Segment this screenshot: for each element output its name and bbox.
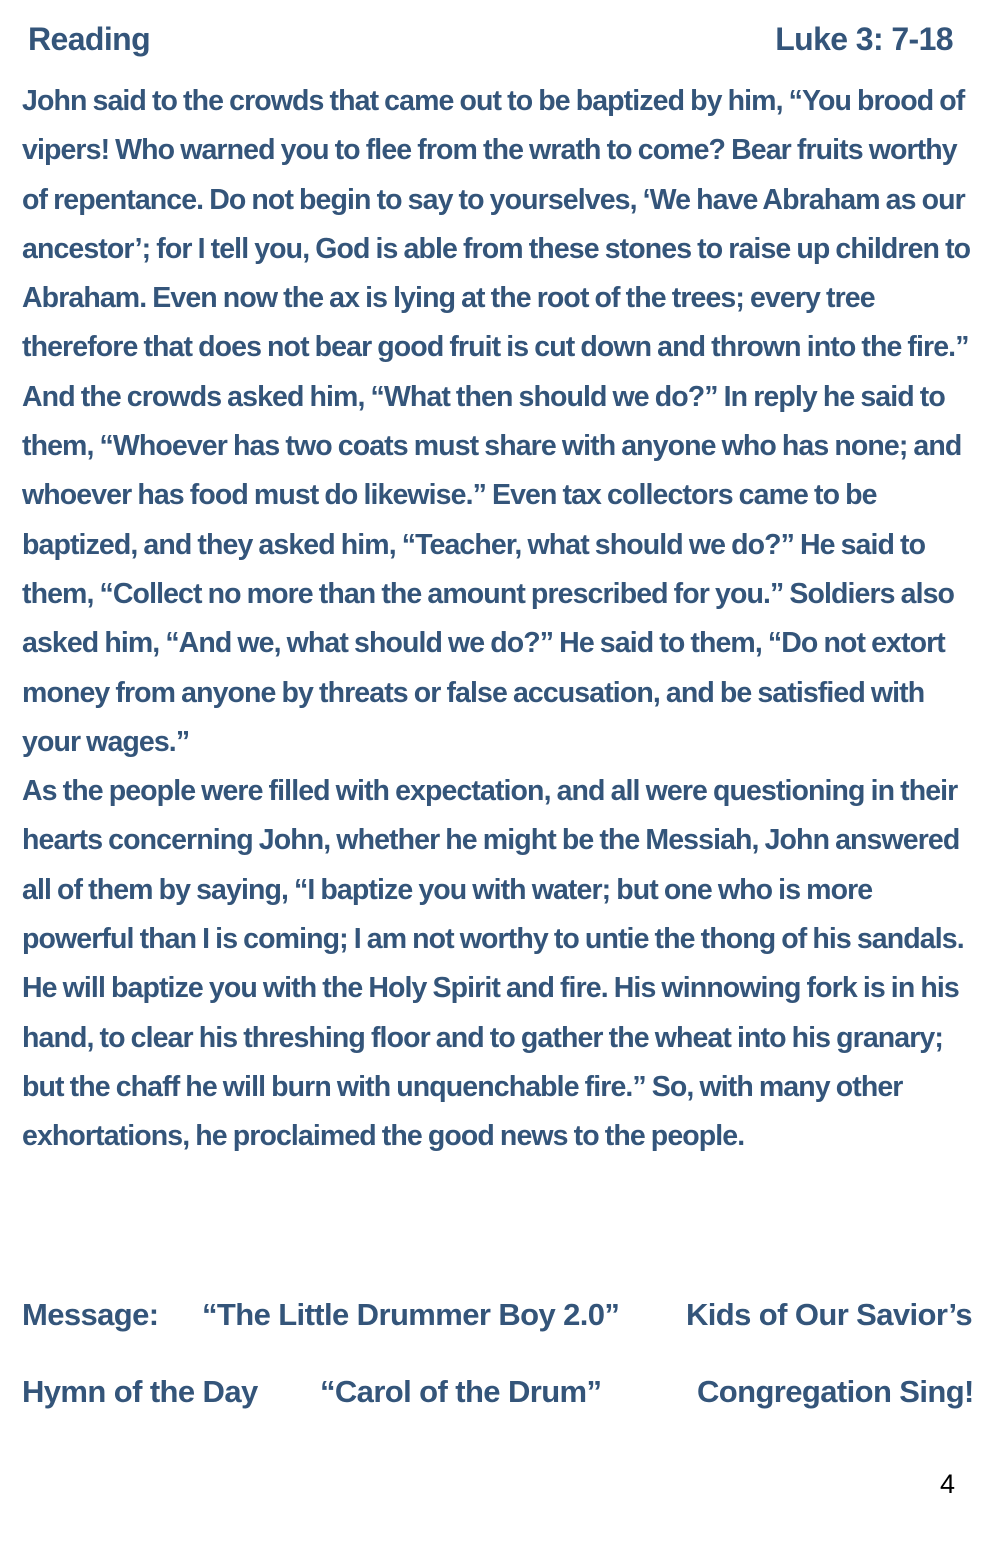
hymn-performer: Congregation Sing! — [697, 1374, 974, 1409]
hymn-row — [22, 1367, 982, 1417]
reading-title: Reading — [28, 20, 151, 57]
hymn-label: Hymn of the Day — [22, 1374, 258, 1409]
reading-paragraph-2: As the people were filled with expectation, and all were questioning in their hearts concerning John, whether he might be the Messiah, John answered all of them by saying, “I baptize you with water; but one who is more powerful than I is coming; I am not worthy to untie the thong of his sandals. He will baptize you with the Holy Spirit and fire. His winnowing fork is in his hand, to clear his threshing floor and to gather the wheat into his granary; but the chaff he will burn with unquenchable fire.” So, with many other exhortations, he proclaimed the good news to the people. — [22, 775, 964, 1153]
page-number: 4 — [939, 1469, 955, 1499]
message-title: “The Little Drummer Boy 2.0” — [202, 1297, 620, 1332]
reading-paragraph-1: John said to the crowds that came out to be baptized by him, “You brood of vipers! Who warned you to flee from the wrath to come? Bear fruits worthy of repentance. Do not begin to say to yourselves, ‘We have Abraham as our ancestor’; for I tell you, God is able from these stones to raise up children to Abraham. Even now the ax is lying at the root of the trees; every tree therefore that does not bear good fruit is cut down and thrown into the fire.” And the crowds asked him, “What then should we do?” In reply he said to them, “Whoever has two coats must share with anyone who has none; and whoever has food must do likewise.” Even tax collectors came to be baptized, and they asked him, “Teacher, what should we do?” He said to them, “Collect no more than the amount prescribed for you.” Soldiers also asked him, “And we, what should we do?” He said to them, “Do not extort money from anyone by threats or false accusation, and be satisfied with your wages.” — [22, 85, 971, 758]
reading-text — [22, 77, 982, 1162]
message-presenter: Kids of Our Savior’s — [686, 1297, 973, 1332]
hymn-title: “Carol of the Drum” — [320, 1374, 602, 1409]
message-row — [22, 1290, 982, 1340]
message-label: Message: — [22, 1297, 159, 1332]
scripture-reference: Luke 3: 7-18 — [775, 20, 953, 57]
reading-header — [28, 14, 953, 64]
